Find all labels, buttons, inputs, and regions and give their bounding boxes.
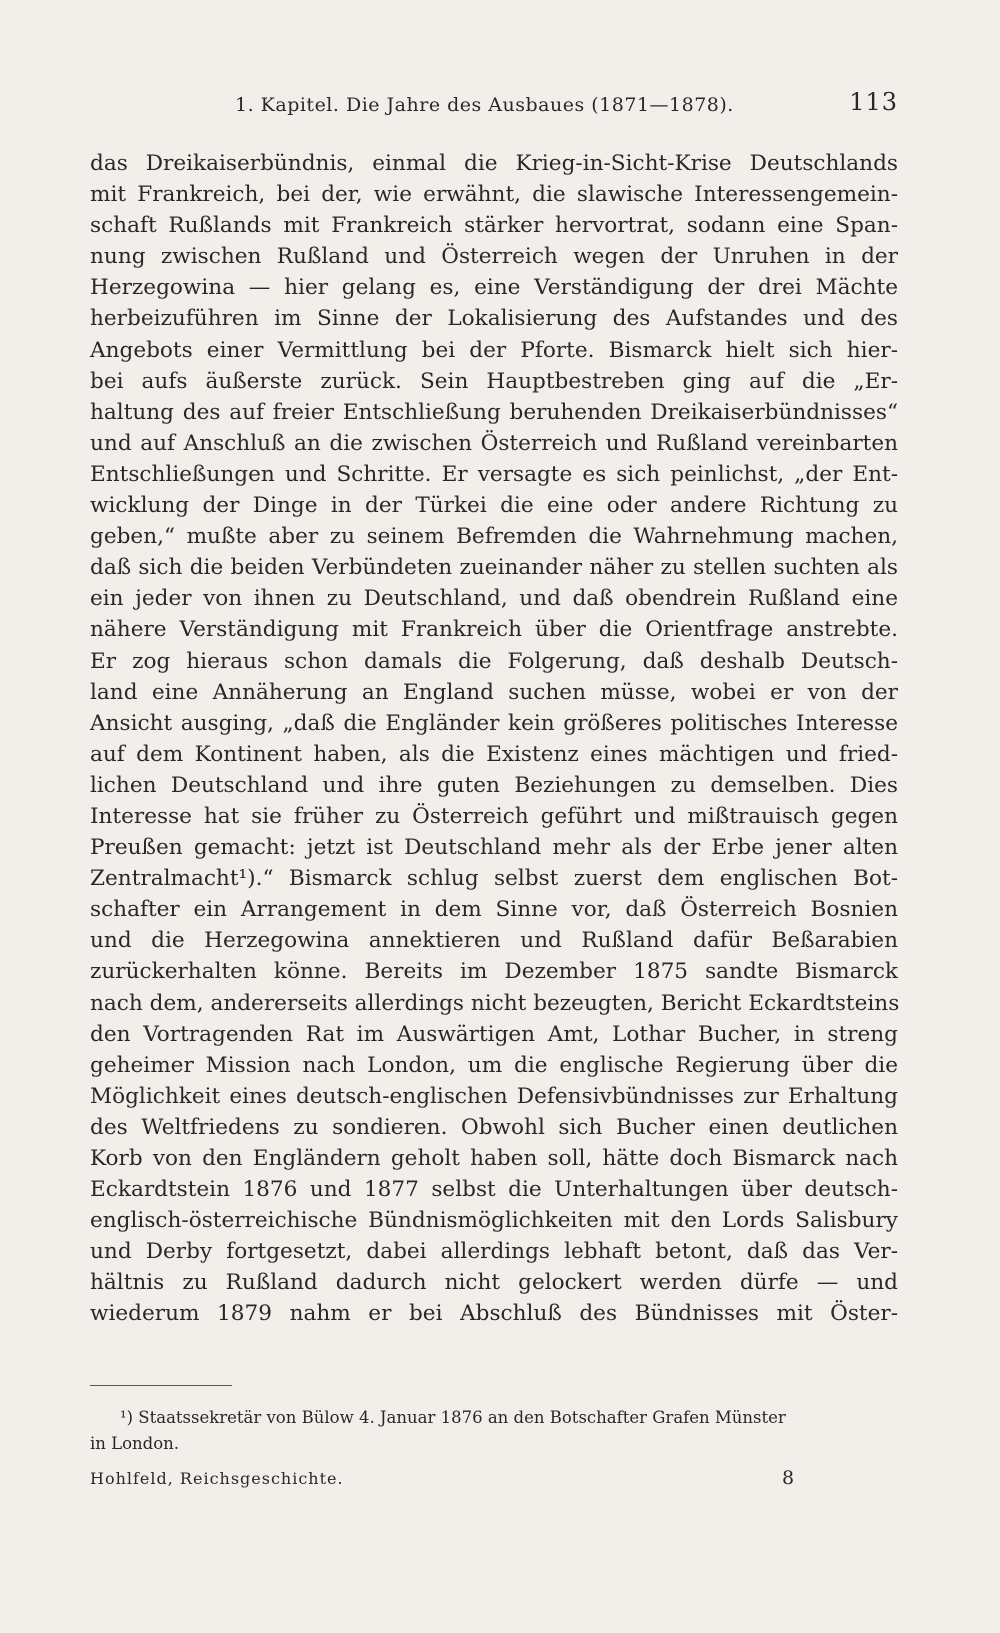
text-line: hältnis zu Rußland dadurch nicht gelockert werden dürfe — und (90, 1270, 898, 1296)
text-line: Ansicht ausging, „daß die Engländer kein größeres politisches Interesse (90, 710, 898, 736)
text-line: wicklung der Dinge in der Türkei die eine oder andere Richtung zu (90, 493, 898, 519)
text-line: und Derby fortgesetzt, dabei allerdings lebhaft betont, daß das Ver- (90, 1239, 898, 1265)
text-line: auf dem Kontinent haben, als die Existenz eines mächtigen und fried- (90, 741, 898, 767)
footnote-line: in London. (90, 1434, 180, 1453)
footnote-line: ¹) Staatssekretär von Bülow 4. Januar 1876 an den Botschafter Grafen Münster (120, 1408, 786, 1427)
signature-mark: 8 (782, 1467, 795, 1489)
text-line: und die Herzegowina annektieren und Rußland dafür Beßarabien (90, 928, 898, 954)
text-line: Er zog hieraus schon damals die Folgerung, daß deshalb Deutsch- (90, 648, 898, 674)
text-line: Zentralmacht¹).“ Bismarck schlug selbst zuerst dem englischen Bot- (90, 866, 898, 892)
text-line: haltung des auf freier Entschließung beruhenden Dreikaiserbündnisses“ (90, 399, 898, 425)
footnote (90, 1405, 910, 1457)
page-footer (90, 1469, 898, 1497)
body-text (90, 148, 898, 1330)
page-header (90, 88, 898, 122)
text-line: geben,“ mußte aber zu seinem Befremden die Wahrnehmung machen, (90, 524, 898, 550)
text-line: nung zwischen Rußland und Österreich wegen der Unruhen in der (90, 244, 898, 270)
text-line: Preußen gemacht: jetzt ist Deutschland mehr als der Erbe jener alten (90, 835, 898, 861)
page-number: 113 (849, 88, 898, 116)
book-title-footer: Hohlfeld, Reichsgeschichte. (90, 1469, 344, 1488)
text-line: daß sich die beiden Verbündeten zueinander näher zu stellen suchten als (90, 555, 898, 581)
text-line: zurückerhalten könne. Bereits im Dezember 1875 sandte Bismarck (90, 959, 898, 985)
text-line: bei aufs äußerste zurück. Sein Hauptbestreben ging auf die „Er- (90, 368, 898, 394)
footnote-rule (90, 1385, 232, 1386)
text-line: das Dreikaiserbündnis, einmal die Krieg-in-Sicht-Krise Deutschlands (90, 151, 898, 176)
text-line: Herzegowina — hier gelang es, eine Verständigung der drei Mächte (90, 275, 898, 301)
text-line: schafter ein Arrangement in dem Sinne vor, daß Österreich Bosnien (90, 897, 898, 923)
text-line: Interesse hat sie früher zu Österreich geführt und mißtrauisch gegen (90, 803, 898, 829)
text-line: lichen Deutschland und ihre guten Beziehungen zu demselben. Dies (90, 772, 898, 798)
text-line: nach dem, andererseits allerdings nicht bezeugten, Bericht Eckardtsteins (90, 990, 900, 1016)
text-line: Entschließungen und Schritte. Er versagte es sich peinlichst, „der Ent- (90, 461, 898, 487)
text-line: englisch-österreichische Bündnismöglichkeiten mit den Lords Salisbury (90, 1208, 898, 1234)
text-line: den Vortragenden Rat im Auswärtigen Amt, Lothar Bucher, in streng (90, 1021, 898, 1047)
text-line: ein jeder von ihnen zu Deutschland, und daß obendrein Rußland eine (90, 586, 898, 612)
text-line: mit Frankreich, bei der, wie erwähnt, die slawische Interessengemein- (90, 182, 898, 208)
text-line: nähere Verständigung mit Frankreich über die Orientfrage anstrebte. (90, 617, 898, 643)
text-line: des Weltfriedens zu sondieren. Obwohl sich Bucher einen deutlichen (90, 1114, 898, 1140)
text-line: Angebots einer Vermittlung bei der Pforte. Bismarck hielt sich hier- (90, 337, 898, 363)
text-line: Korb von den Engländern geholt haben soll, hätte doch Bismarck nach (90, 1146, 898, 1171)
text-line: Möglichkeit eines deutsch-englischen Defensivbündnisses zur Erhaltung (90, 1083, 898, 1109)
text-line: Eckardtstein 1876 und 1877 selbst die Unterhaltungen über deutsch- (90, 1177, 898, 1203)
text-line: land eine Annäherung an England suchen müsse, wobei er von der (90, 679, 898, 705)
text-line: und auf Anschluß an die zwischen Österreich und Rußland vereinbarten (90, 430, 898, 456)
text-line: geheimer Mission nach London, um die englische Regierung über die (90, 1052, 898, 1078)
text-line: wiederum 1879 nahm er bei Abschluß des Bündnisses mit Öster- (90, 1301, 898, 1327)
text-line: herbeizuführen im Sinne der Lokalisierung des Aufstandes und des (90, 306, 898, 332)
text-line: schaft Rußlands mit Frankreich stärker hervortrat, sodann eine Span- (90, 213, 898, 239)
running-head: 1. Kapitel. Die Jahre des Ausbaues (1871—1878). (235, 94, 734, 116)
